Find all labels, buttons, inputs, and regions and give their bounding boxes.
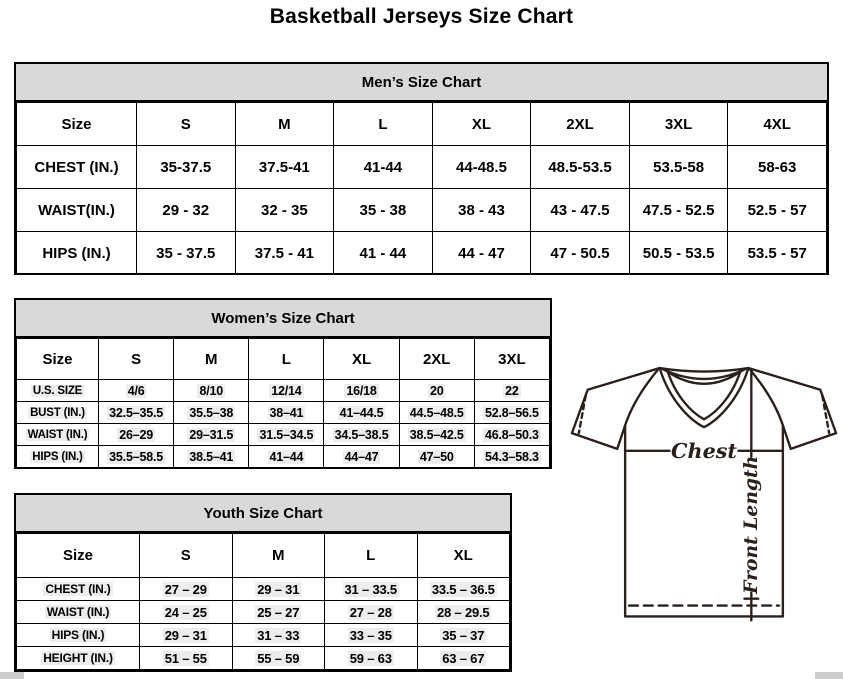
scrollbar-button-right[interactable] xyxy=(815,672,843,679)
value-cell-text: 37.5 - 41 xyxy=(254,244,314,262)
value-cell-text: 41–44 xyxy=(269,449,304,464)
value-cell-text: 29 - 32 xyxy=(162,201,210,219)
value-cell-text: 48.5-53.5 xyxy=(548,158,612,176)
value-cell-text: 38–41 xyxy=(269,405,304,420)
value-cell-text: 29 – 31 xyxy=(257,581,300,597)
size-column-header-text: L xyxy=(281,350,291,368)
youth-size-table xyxy=(16,533,510,670)
value-cell xyxy=(728,232,827,275)
size-column-header xyxy=(629,103,728,146)
size-column-header-text: L xyxy=(378,115,388,133)
value-cell xyxy=(324,402,399,424)
table-row xyxy=(17,402,550,424)
youth-size-chart-section xyxy=(14,493,512,672)
value-cell-text: 26–29 xyxy=(119,427,153,442)
value-cell-text: 33.5 – 36.5 xyxy=(431,581,495,597)
value-cell xyxy=(432,189,531,232)
value-cell xyxy=(99,446,174,468)
table-row xyxy=(17,146,827,189)
value-cell xyxy=(474,402,549,424)
value-cell-text: 44 - 47 xyxy=(458,244,505,262)
value-cell xyxy=(325,601,418,624)
row-label-cell-text: CHEST (IN.) xyxy=(45,582,111,596)
row-label-cell xyxy=(17,424,99,446)
size-column-header xyxy=(324,339,399,380)
row-label-cell-text: WAIST (IN.) xyxy=(27,428,88,441)
value-cell xyxy=(232,624,325,647)
mens-size-chart-section xyxy=(14,62,829,275)
value-cell-text: 54.3–58.3 xyxy=(484,449,539,464)
size-column-header xyxy=(137,103,236,146)
row-label-cell xyxy=(17,189,137,232)
value-cell-text: 41–44.5 xyxy=(339,405,384,420)
value-cell-text: 28 – 29.5 xyxy=(437,604,490,620)
size-column-header-text: S xyxy=(180,547,191,564)
size-header-cell xyxy=(17,103,137,146)
value-cell-text: 58-63 xyxy=(758,158,797,176)
size-column-header-text: S xyxy=(131,350,142,368)
value-cell-text: 4/6 xyxy=(127,383,145,398)
value-cell-text: 31.5–34.5 xyxy=(259,427,314,442)
value-cell xyxy=(417,624,510,647)
value-cell xyxy=(249,402,324,424)
value-cell-text: 24 – 25 xyxy=(164,604,207,620)
size-column-header xyxy=(174,339,249,380)
value-cell-text: 44.5–48.5 xyxy=(409,405,464,420)
table-row xyxy=(17,232,827,275)
size-column-header xyxy=(232,534,325,578)
value-cell xyxy=(417,601,510,624)
womens-size-chart-section xyxy=(14,298,552,469)
value-cell-text: 38.5–42.5 xyxy=(409,427,464,442)
youth-chart-title: Youth Size Chart xyxy=(16,495,510,533)
row-label-cell xyxy=(17,578,140,601)
size-header-cell xyxy=(17,534,140,578)
value-cell-text: 16/18 xyxy=(346,383,377,398)
value-cell-text: 55 – 59 xyxy=(257,650,300,666)
womens-chart-title: Women’s Size Chart xyxy=(16,300,550,338)
page-title: Basketball Jerseys Size Chart xyxy=(269,5,574,28)
row-label-cell-text: HIPS (IN.) xyxy=(42,244,111,262)
value-cell-text: 52.5 - 57 xyxy=(747,201,807,219)
value-cell-text: 50.5 - 53.5 xyxy=(642,244,715,262)
value-cell-text: 35 - 38 xyxy=(359,201,407,219)
mens-size-table xyxy=(16,102,827,275)
value-cell xyxy=(334,232,433,275)
value-cell xyxy=(474,446,549,468)
row-label-cell xyxy=(17,601,140,624)
size-column-header-text: M xyxy=(204,350,218,368)
value-cell xyxy=(249,446,324,468)
value-cell xyxy=(334,146,433,189)
size-column-header xyxy=(432,103,531,146)
value-cell xyxy=(235,232,334,275)
size-column-header xyxy=(140,534,233,578)
value-cell-text: 38.5–41 xyxy=(189,449,234,464)
row-label-cell xyxy=(17,402,99,424)
row-label-cell xyxy=(17,232,137,275)
value-cell-text: 41 - 44 xyxy=(359,244,407,262)
value-cell xyxy=(232,601,325,624)
size-column-header-text: XL xyxy=(351,350,372,368)
value-cell xyxy=(324,424,399,446)
value-cell-text: 27 – 28 xyxy=(349,604,392,620)
value-cell xyxy=(137,189,236,232)
size-column-header xyxy=(249,339,324,380)
size-column-header xyxy=(325,534,418,578)
table-row xyxy=(17,601,510,624)
value-cell xyxy=(399,424,474,446)
value-cell-text: 43 - 47.5 xyxy=(550,201,610,219)
value-cell xyxy=(728,146,827,189)
value-cell-text: 32 - 35 xyxy=(260,201,308,219)
table-row xyxy=(17,446,550,468)
row-label-cell-text: BUST (IN.) xyxy=(30,406,85,419)
size-column-header-text: L xyxy=(366,547,376,564)
value-cell xyxy=(174,424,249,446)
value-cell-text: 31 – 33 xyxy=(257,627,300,643)
row-label-cell xyxy=(17,624,140,647)
table-row xyxy=(17,424,550,446)
size-column-header-text: 2XL xyxy=(422,350,451,368)
value-cell-text: 35 – 37 xyxy=(442,627,485,643)
value-cell xyxy=(235,189,334,232)
row-label-cell xyxy=(17,380,99,402)
table-row xyxy=(17,578,510,601)
table-row xyxy=(17,189,827,232)
size-column-header-text: XL xyxy=(453,547,473,564)
value-cell-text: 53.5 - 57 xyxy=(747,244,807,262)
value-cell-text: 47 - 50.5 xyxy=(550,244,610,262)
value-cell-text: 35 - 37.5 xyxy=(156,244,216,262)
value-cell-text: 22 xyxy=(505,383,519,398)
value-cell xyxy=(140,647,233,670)
value-cell xyxy=(432,146,531,189)
value-cell xyxy=(140,601,233,624)
row-label-cell-text: WAIST(IN.) xyxy=(38,201,115,219)
value-cell-text: 51 – 55 xyxy=(164,650,207,666)
value-cell-text: 32.5–35.5 xyxy=(109,405,163,420)
value-cell-text: 37.5-41 xyxy=(258,158,310,176)
value-cell-text: 53.5-58 xyxy=(653,158,705,176)
size-column-header-text: 4XL xyxy=(763,115,791,133)
value-cell xyxy=(629,232,728,275)
size-header-cell-text: Size xyxy=(42,350,73,368)
header-row xyxy=(17,339,550,380)
size-column-header xyxy=(531,103,630,146)
value-cell xyxy=(325,624,418,647)
value-cell-text: 34.5–38.5 xyxy=(334,427,389,442)
scrollbar-button-left[interactable] xyxy=(0,672,24,679)
table-row xyxy=(17,647,510,670)
value-cell xyxy=(137,232,236,275)
value-cell xyxy=(728,189,827,232)
value-cell xyxy=(99,402,174,424)
value-cell-text: 47.5 - 52.5 xyxy=(642,201,715,219)
size-column-header-text: S xyxy=(180,115,191,133)
value-cell xyxy=(99,380,174,402)
row-label-cell xyxy=(17,446,99,468)
value-cell xyxy=(174,446,249,468)
value-cell-text: 63 – 67 xyxy=(442,650,485,666)
size-column-header xyxy=(235,103,334,146)
value-cell xyxy=(232,578,325,601)
womens-size-table xyxy=(16,338,550,468)
size-header-cell-text: Size xyxy=(61,115,92,133)
value-cell-text: 29–31.5 xyxy=(189,427,234,442)
value-cell-text: 46.8–50.3 xyxy=(484,427,539,442)
value-cell-text: 33 – 35 xyxy=(349,627,392,643)
value-cell xyxy=(325,578,418,601)
size-column-header xyxy=(399,339,474,380)
size-column-header-text: 3XL xyxy=(498,350,526,368)
value-cell-text: 35.5–58.5 xyxy=(109,449,163,464)
table-row xyxy=(17,624,510,647)
value-cell xyxy=(399,402,474,424)
value-cell-text: 59 – 63 xyxy=(349,650,392,666)
value-cell xyxy=(324,446,399,468)
size-column-header xyxy=(417,534,510,578)
jersey-outline xyxy=(572,368,836,616)
front-length-label: Front Length xyxy=(740,455,763,594)
value-cell-text: 25 – 27 xyxy=(257,604,300,620)
value-cell-text: 31 – 33.5 xyxy=(344,581,397,597)
size-header-cell xyxy=(17,339,99,380)
value-cell xyxy=(324,380,399,402)
value-cell-text: 44–47 xyxy=(344,449,379,464)
value-cell xyxy=(235,146,334,189)
size-column-header-text: 3XL xyxy=(664,115,693,133)
value-cell xyxy=(474,380,549,402)
value-cell xyxy=(474,424,549,446)
value-cell-text: 12/14 xyxy=(271,383,302,398)
chest-label: Chest xyxy=(671,438,737,463)
value-cell xyxy=(174,402,249,424)
table-row xyxy=(17,380,550,402)
jersey-diagram-svg xyxy=(566,360,842,660)
value-cell-text: 35-37.5 xyxy=(160,158,212,176)
value-cell-text: 38 - 43 xyxy=(458,201,505,219)
header-row xyxy=(17,103,827,146)
value-cell-text: 8/10 xyxy=(199,383,223,398)
size-column-header xyxy=(99,339,174,380)
value-cell xyxy=(99,424,174,446)
value-cell xyxy=(140,624,233,647)
value-cell-text: 44-48.5 xyxy=(456,158,507,176)
row-label-cell-text: HIPS (IN.) xyxy=(51,628,105,642)
value-cell xyxy=(417,647,510,670)
header-row xyxy=(17,534,510,578)
mens-chart-title: Men’s Size Chart xyxy=(16,64,827,102)
size-column-header xyxy=(728,103,827,146)
value-cell-text: 47–50 xyxy=(419,449,454,464)
size-header-cell-text: Size xyxy=(62,547,93,564)
value-cell xyxy=(334,189,433,232)
size-column-header-text: M xyxy=(272,547,285,564)
value-cell xyxy=(232,647,325,670)
row-label-cell-text: WAIST (IN.) xyxy=(46,605,110,619)
value-cell xyxy=(140,578,233,601)
size-column-header-text: XL xyxy=(471,115,492,133)
value-cell xyxy=(629,146,728,189)
value-cell xyxy=(531,189,630,232)
row-label-cell-text: HIPS (IN.) xyxy=(32,450,83,463)
value-cell xyxy=(325,647,418,670)
value-cell xyxy=(249,424,324,446)
row-label-cell-text: CHEST (IN.) xyxy=(34,158,119,176)
value-cell xyxy=(432,232,531,275)
size-column-header xyxy=(334,103,433,146)
value-cell xyxy=(174,380,249,402)
value-cell xyxy=(249,380,324,402)
value-cell xyxy=(399,380,474,402)
row-label-cell xyxy=(17,146,137,189)
value-cell xyxy=(629,189,728,232)
value-cell xyxy=(531,232,630,275)
row-label-cell xyxy=(17,647,140,670)
value-cell-text: 29 – 31 xyxy=(164,627,207,643)
value-cell xyxy=(399,446,474,468)
size-column-header-text: 2XL xyxy=(566,115,594,133)
value-cell-text: 41-44 xyxy=(363,158,403,176)
row-label-cell-text: HEIGHT (IN.) xyxy=(43,651,113,665)
value-cell xyxy=(531,146,630,189)
jersey-measurement-diagram xyxy=(566,360,842,660)
value-cell xyxy=(137,146,236,189)
size-column-header xyxy=(474,339,549,380)
value-cell-text: 27 – 29 xyxy=(164,581,207,597)
size-column-header-text: M xyxy=(278,115,291,133)
value-cell-text: 52.8–56.5 xyxy=(484,405,539,420)
value-cell-text: 20 xyxy=(429,383,444,398)
value-cell-text: 35.5–38 xyxy=(189,405,234,420)
value-cell xyxy=(417,578,510,601)
row-label-cell-text: U.S. SIZE xyxy=(32,384,83,397)
